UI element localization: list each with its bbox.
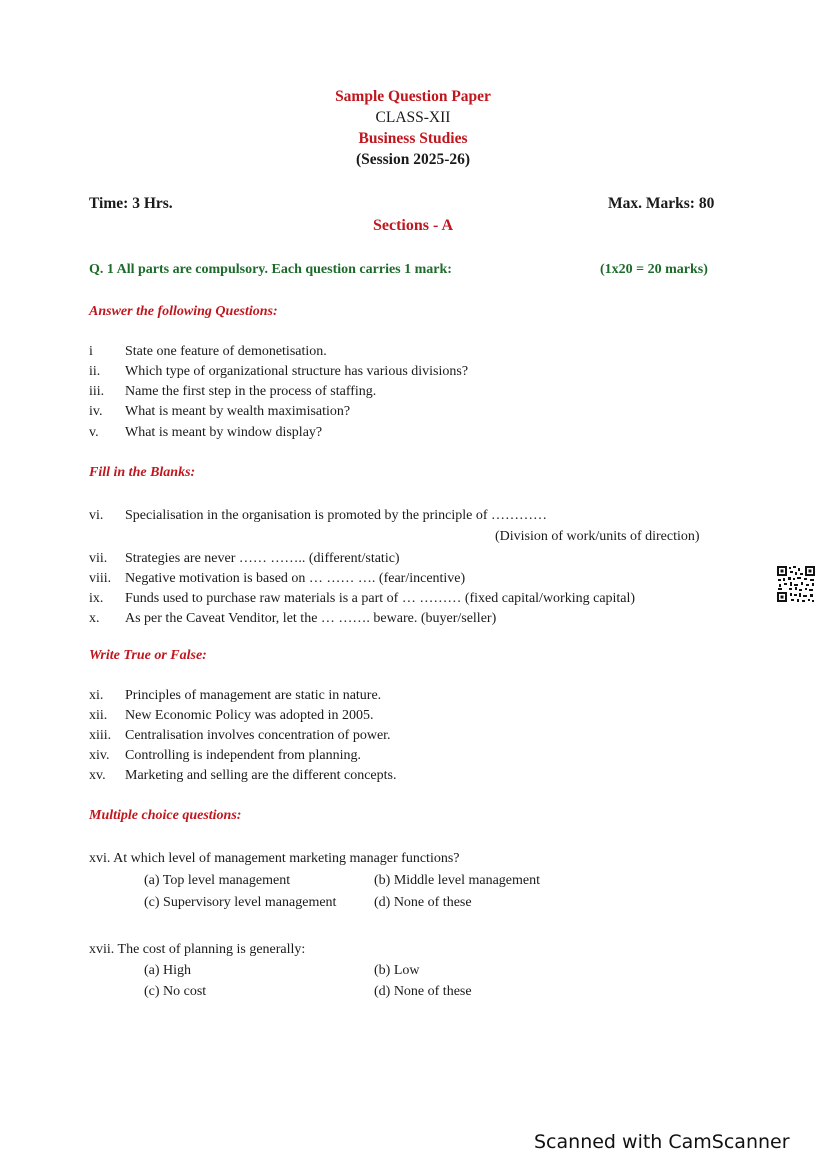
item-number: xiv.	[89, 748, 110, 763]
question-instruction: Q. 1 All parts are compulsory. Each question carries 1 mark:	[89, 262, 452, 277]
list-item: What is meant by wealth maximisation?	[125, 404, 351, 419]
mcq-section-heading: Multiple choice questions:	[89, 808, 242, 823]
list-item: Which type of organizational structure has various divisions?	[125, 364, 469, 379]
item-number: vii.	[89, 551, 108, 566]
qr-code-icon	[776, 565, 816, 603]
class-label: CLASS-XII	[375, 109, 451, 126]
option-a: (a) Top level management	[144, 873, 291, 888]
option-d: (d) None of these	[374, 984, 472, 999]
list-item: As per the Caveat Venditor, let the … ……. beware. (buyer/seller)	[125, 611, 497, 626]
list-item: New Economic Policy was adopted in 2005.	[125, 708, 374, 723]
item-number: i	[89, 344, 93, 359]
item-number: xv.	[89, 768, 106, 783]
list-item: Name the first step in the process of staffing.	[125, 384, 377, 399]
time-label: Time: 3 Hrs.	[89, 195, 173, 212]
truefalse-section-heading: Write True or False:	[89, 648, 207, 663]
item-number: viii.	[89, 571, 112, 586]
list-item: Marketing and selling are the different concepts.	[125, 768, 397, 783]
item-number: iv.	[89, 404, 103, 419]
mcq-question-17: xvii. The cost of planning is generally:	[89, 942, 306, 957]
item-number: ii.	[89, 364, 101, 379]
session-label: (Session 2025-26)	[355, 151, 471, 168]
item-number: xi.	[89, 688, 104, 703]
paper-title: Sample Question Paper	[335, 88, 491, 105]
max-marks-label: Max. Marks: 80	[608, 195, 715, 212]
list-item: Specialisation in the organisation is promoted by the principle of …………	[125, 508, 548, 523]
option-c: (c) Supervisory level management	[144, 895, 337, 910]
option-b: (b) Low	[374, 963, 420, 978]
list-item: Funds used to purchase raw materials is a part of … ……… (fixed capital/working capital)	[125, 591, 636, 606]
item-options: (Division of work/units of direction)	[495, 529, 700, 544]
item-number: xii.	[89, 708, 108, 723]
item-number: x.	[89, 611, 100, 626]
list-item: Centralisation involves concentration of power.	[125, 728, 391, 743]
item-number: v.	[89, 425, 99, 440]
question-marks: (1x20 = 20 marks)	[600, 262, 708, 277]
list-item: Negative motivation is based on … …… …. (fear/incentive)	[125, 571, 466, 586]
list-item: State one feature of demonetisation.	[125, 344, 327, 359]
list-item: Principles of management are static in nature.	[125, 688, 382, 703]
list-item: Strategies are never …… …….. (different/static)	[125, 551, 400, 566]
option-d: (d) None of these	[374, 895, 472, 910]
list-item: What is meant by window display?	[125, 425, 323, 440]
section-title: Sections - A	[373, 217, 453, 234]
option-b: (b) Middle level management	[374, 873, 540, 888]
answer-section-heading: Answer the following Questions:	[89, 304, 278, 319]
subject-label: Business Studies	[358, 130, 468, 147]
camscanner-watermark: Scanned with CamScanner	[534, 1131, 790, 1153]
list-item: Controlling is independent from planning.	[125, 748, 362, 763]
item-number: ix.	[89, 591, 104, 606]
mcq-question-16: xvi. At which level of management marketing manager functions?	[89, 851, 460, 866]
fill-section-heading: Fill in the Blanks:	[89, 465, 196, 480]
item-number: xiii.	[89, 728, 112, 743]
option-c: (c) No cost	[144, 984, 207, 999]
item-number: vi.	[89, 508, 104, 523]
option-a: (a) High	[144, 963, 192, 978]
item-number: iii.	[89, 384, 105, 399]
